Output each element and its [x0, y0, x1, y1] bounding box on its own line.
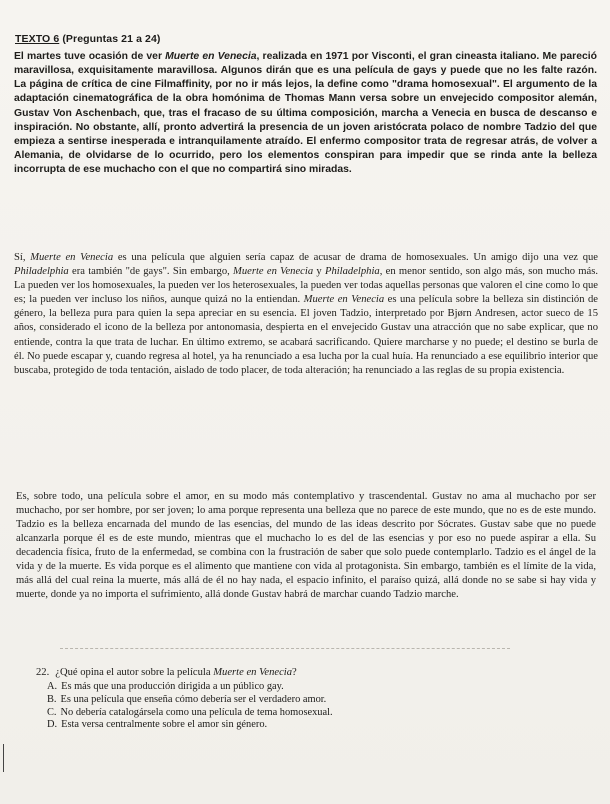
option-text: No debería catalogársela como una película de tema homosexual. [60, 706, 333, 718]
film-title: Philadelphia [324, 266, 380, 278]
question-22 [36, 666, 576, 732]
film-title: Muerte en Venecia [165, 51, 257, 62]
question-stem [36, 666, 576, 679]
film-title: Muerte en Venecia [213, 667, 293, 678]
question-stem-part-b: ? [292, 667, 297, 678]
answer-option-b[interactable] [47, 694, 576, 707]
question-number: 22. [36, 667, 50, 678]
page-edge-mark [3, 744, 4, 772]
film-title: Muerte en Venecia [30, 252, 114, 263]
option-letter: A. [47, 681, 58, 692]
paragraph-2-part-a: Sí, [14, 252, 31, 263]
section-divider [60, 648, 510, 649]
paragraph-2-part-f: es una película sobre la belleza sin distinción de género, la belleza pura para quien la sepa apreciar en su esencia. El joven Tadzio, interpretado por Bjørn Andresen, actor sueco de 15 años, considerado el icono de la belleza por antonomasia, despierta en el envejecido Gustav una atracción que no sabe explicar, que no entiende, contra la que trata de luchar. En último extremo, se acabará sacrificando. Quiere marcharse y no puede; el destino se burla de él. No puede escapar y, cuando regresa al hotel, ya ha renunciado a esa lucha por la cual huía. Ha renunciado a ese equilibrio interior que buscaba, protegido de toda tentación, aislado de todo placer, de toda alteración; ha renunciado a las reglas de su propia existencia. [14, 294, 599, 376]
paragraph-1-part-b: , realizada en 1971 por Visconti, el gran cineasta italiano. Me pareció maravillosa, exquisitamente maravillosa. Algunos dirán que es una película de gays y puede que no les falte razón. La página de crítica de cine Filmaffinity, por no ir más lejos, la define como "drama homosexual". El argumento de la adaptación cinematográfica de la obra homónima de Thomas Mann versa sobre un envejecido compositor alemán, Gustav Von Aschenbach, que, tras el fracaso de su última composición, marcha a Venecia en busca de descanso e inspiración. No obstante, allí, pronto advertirá la presencia de un joven aristócrata polaco de nombre Tadzio del que empieza a sentirse inesperada e intranquilamente atraído. El enfermo compositor trata de regresar atrás, de volver a Alemania, de olvidarse de lo ocurrido, pero los elementos conspiran para impedir que se rinda ante la belleza incorrupta de ese muchacho con el que no compartirá sino miradas. [14, 51, 597, 176]
paragraph-2-part-e: , en menor sentido, son algo más, son mucho más. La pueden ver los homosexuales, la pueden ver los heterosexuales, la pueden ver todas aquellas personas que valoren el cine como lo que es; la pueden ver incluso los niños, aunque quizá no la entiendan. [14, 266, 599, 306]
text-title [15, 33, 161, 45]
option-text: Es más que una producción dirigida a un público gay. [61, 681, 284, 692]
option-letter: D. [47, 719, 58, 731]
answer-option-c[interactable] [47, 707, 576, 720]
answer-option-d[interactable] [47, 719, 576, 732]
option-text: Es una película que enseña cómo debería ser el verdadero amor. [60, 693, 327, 705]
option-letter: C. [47, 706, 57, 718]
paragraph-1-part-a: El martes tuve ocasión de ver [14, 51, 166, 62]
paragraph-2-part-d: y [313, 266, 325, 278]
question-stem-part-a: ¿Qué opina el autor sobre la película [55, 667, 214, 678]
answer-option-a[interactable] [47, 681, 576, 694]
option-text: Esta versa centralmente sobre el amor sin género. [61, 719, 268, 731]
film-title: Muerte en Venecia [233, 266, 314, 278]
paragraph-2-part-b: es una película que alguien sería capaz de acusar de drama de homosexuales. Un amigo dijo una vez que [113, 252, 599, 263]
paragraph-2 [14, 251, 598, 378]
text-title-range: (Preguntas 21 a 24) [62, 33, 161, 45]
option-letter: B. [47, 693, 57, 705]
paragraph-3: Es, sobre todo, una película sobre el amor, en su modo más contemplativo y trascendental. Gustav no ama al muchacho por ser muchacho, por ser hombre, por ser joven; lo ama porque representa una belleza que no parece de este mundo, que no es de este mundo. Tadzio es la belleza encarnada del mundo de las esencias, del mundo de las ideas descrito por Sócrates. Gustav sabe que no puede alcanzarla porque él es de este mundo, mientras que el muchacho lo es del de las esencias y por eso no puede aspirar a ella. Su decadencia física, fruto de la enfermedad, se combina con la frustración de saber que solo puede contemplarlo. Tadzio es el ángel de la vida y de la muerte. Es vida porque es el alimento que mantiene con vida al protagonista. Sin embargo, también es el límite de la vida, más allá del cual reina la muerte, más allá de él no hay nada, el espacio infinito, el paraíso quizá, allá donde no se sabe si hay vida y muerte, donde ya no importa el sufrimiento, allá donde Gustav habrá de marchar cuando Tadzio marche. [16, 491, 596, 601]
text-title-label: TEXTO 6 [15, 33, 60, 45]
film-title: Philadelphia [14, 266, 69, 278]
paragraph-2-part-c: era también "de gays". Sin embargo, [68, 266, 234, 278]
paragraph-1 [14, 50, 597, 177]
film-title: Muerte en Venecia [303, 294, 385, 306]
answer-options [36, 681, 576, 732]
